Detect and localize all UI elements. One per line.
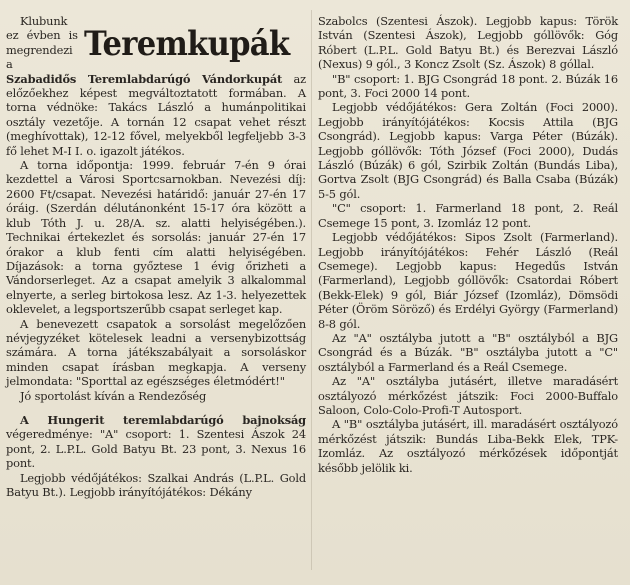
signoff-paragraph: Jó sportolást kíván a Rendezőség: [20, 388, 207, 403]
group-b-results: "B" csoport: 1. BJG Csongrád 18 pont. 2. Búzák 16 pont, 3. Foci 2000 14 pont.: [318, 71, 618, 101]
group-a-awards-continued: Szabolcs (Szentesi Ászok). Legjobb kapus: Török István (Szentesi Ászok), Legjobb góllövők: Góg Róbert (L.P.L. Gold Batyu Bt.) és Berezvai László (Nexus) 9 gól., 3 Koncz Zsolt (Sz. Ászok) 8 góllal.: [318, 14, 618, 72]
schedule-paragraph: A torna időpontja: 1999. február 7-én 9 órai kezdettel a Városi Sportcsarnokban. Nevezési díj: 2600 Ft/csapat. Nevezési határidő: január 27-én 17 óráig. (Szerdán délutánonként 15-17 óra között a klub Tóth J. u. 28/A. sz. alatti helyiségében.). Technikai értekezlet és sorsolás: január 27-én 17 órakor a klub fenti cím alatti helyiségében. Díjazások: a torna győztese 1 évig őrizheti a Vándorserleget. Az a csapat amelyik 3 alkalommal elnyerte, a serleg birtokosa lesz. Az 1-3. helyezettek oklevelet, a legsportszerűbb csapat serleget kap.: [6, 158, 306, 317]
group-b-awards: Legjobb védőjátékos: Gera Zoltán (Foci 2000). Legjobb irányítójátékos: Kocsis Attila (BJG Csongrád). Legjobb kapus: Varga Péter (Búzák). Legjobb góllövők: Tóth József (Foci 2000), Dudás László (Búzák) 6 gól, Szirbik Zoltán (Bundás Liba), Gortva Zsolt (BJG Csongrád) és Balla Csaba (Búzák) 5-5 gól.: [318, 100, 618, 201]
promotion-paragraph: Az "A" osztályba jutott a "B" osztályból a BJG Csongrád és a Búzák. "B" osztályba jutott a "C" osztályból a Farmerland és a Reál Csemege.: [318, 330, 618, 374]
intro-bold-cup-name: Szabadidős Teremlabdarúgó Vándorkupát: [6, 71, 283, 86]
right-column: [318, 14, 618, 475]
left-column: [6, 14, 306, 499]
article-title: Teremkupák: [83, 24, 290, 64]
playoff-a-paragraph: Az "A" osztályba jutásért, illetve maradásért osztályozó mérkőzést játszik: Foci 2000-Buffalo Saloon, Colo-Colo-Profi-T Autosport.: [318, 374, 618, 417]
group-c-results: "C" csoport: 1. Farmerland 18 pont, 2. Reál Csemege 15 pont, 3. Izomláz 12 pont.: [318, 201, 618, 230]
rules-paragraph: A benevezett csapatok a sorsolást megelőzően névjegyzéket kötelesek leadni a versenybizottság számára. A torna játékszabályait a sorsoláskor minden csapat írásban megkapja. A verseny jelmondata: "Sporttal az egészséges életmódért!": [6, 316, 306, 389]
results-paragraph: [6, 413, 306, 471]
intro-text-2: az előzőekhez képest megváltoztatott formában. A torna védnöke: Takács László a humánpolitikai osztály vezetője. A tornán 12 csapat vehet részt (meghívottak), 12-12 fővel, melyekből legfeljebb 3-3 fő lehet M-I I. o. igazolt játékos.: [6, 71, 306, 158]
league-name: A Hungerit teremlabdarúgó bajnokság: [20, 412, 306, 427]
group-a-awards-paragraph: Legjobb védőjátékos: Szalkai András (L.P.L. Gold Batyu Bt.). Legjobb irányítójátékos: Dékány: [6, 470, 306, 499]
group-c-awards: Legjobb védőjátékos: Sipos Zsolt (Farmerland). Legjobb irányítójátékos: Fehér László (Reál Csemege). Legjobb kapus: Hegedűs István (Farmerland), Legjobb góllövők: Csatordai Róbert (Bekk-Elek) 9 gól, Biár József (Izomláz), Dömsödi Péter (Öröm Söröző) és Erdélyi György (Farmerland) 8-8 gól.: [318, 230, 618, 331]
intro-block: [6, 14, 306, 158]
intro-text-1: Klubunk ez évben is megrendezi a: [6, 14, 78, 72]
playoff-b-paragraph: A "B" osztályba jutásért, ill. maradásért osztályozó mérkőzést játszik: Bundás Liba-Bekk Elek, TPK-Izomláz. Az osztályozó mérkőzések időpontját később jelölik ki.: [318, 417, 618, 475]
group-a-results: végeredménye: "A" csoport: 1. Szentesi Ászok 24 pont, 2. L.P.L. Gold Batyu Bt. 23 pont, 3. Nexus 16 pont.: [6, 427, 306, 471]
column-divider: [311, 10, 312, 570]
